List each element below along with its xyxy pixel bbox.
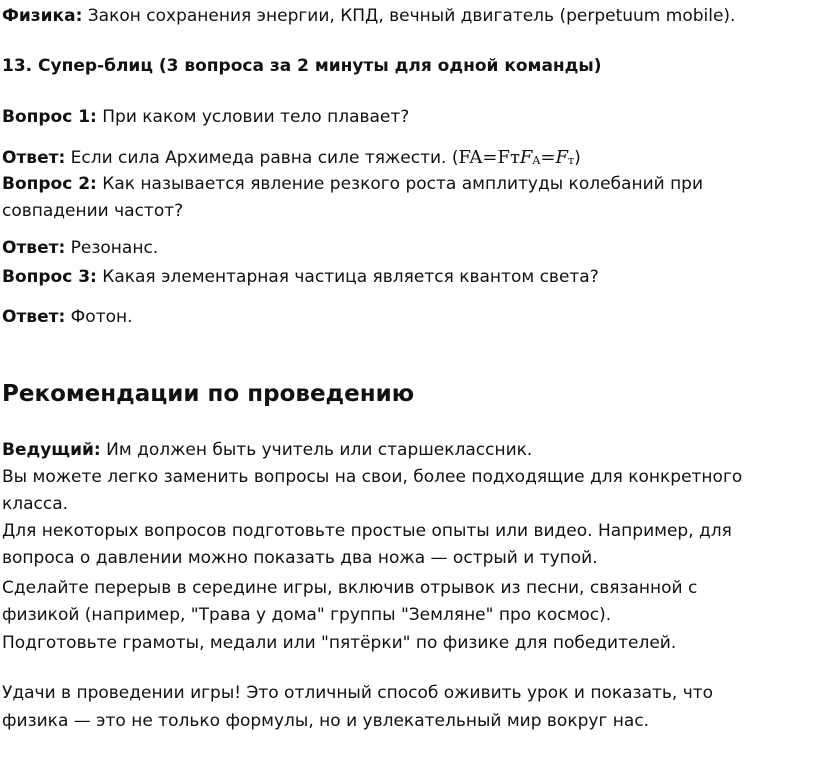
physics-label: Физика: — [2, 6, 83, 26]
question-1-label: Вопрос 1: — [2, 107, 97, 127]
formula-plain: FA=Fт — [458, 147, 520, 168]
formula-sub-t: т — [567, 154, 575, 167]
host-text: Им должен быть учитель или старшеклассник. — [100, 440, 533, 460]
recommendation-1-line2: класса. — [2, 494, 69, 514]
formula-f1: F — [519, 147, 533, 168]
answer-3-label: Ответ: — [2, 307, 66, 327]
physics-text: Закон сохранения энергии, КПД, вечный двигатель (perpetuum mobile). — [82, 6, 736, 26]
recommendation-2-line1: Для некоторых вопросов подготовьте простые опыты или видео. Например, для — [2, 521, 732, 541]
host-line — [2, 437, 532, 463]
question-3 — [2, 264, 599, 290]
formula-sub-a: A — [532, 154, 541, 167]
closing-line2: физика — это не только формулы, но и увлекательный мир вокруг нас. — [2, 711, 650, 731]
answer-2-label: Ответ: — [2, 238, 66, 258]
recommendation-4-line1: Подготовьте грамоты, медали или "пятёрки" по физике для победителей. — [2, 633, 677, 653]
answer-3-text: Фотон. — [65, 307, 133, 327]
recommendation-3-line1: Сделайте перерыв в середине игры, включив отрывок из песни, связанной с — [2, 578, 698, 598]
answer-2-text: Резонанс. — [65, 238, 159, 258]
question-2 — [2, 171, 703, 197]
answer-1-close: ) — [574, 148, 581, 168]
question-1 — [2, 104, 409, 130]
question-1-text: При каком условии тело плавает? — [96, 107, 410, 127]
archimedes-formula — [458, 147, 574, 168]
recommendation-2-line2: вопроса о давлении можно показать два ножа — острый и тупой. — [2, 548, 598, 568]
answer-2 — [2, 235, 158, 261]
recommendation-3-line2: физикой (например, "Трава у дома" группы "Земляне" про космос). — [2, 605, 612, 625]
formula-eq: = — [540, 147, 556, 168]
recommendation-1-line1: Вы можете легко заменить вопросы на свои, более подходящие для конкретного — [2, 467, 743, 487]
question-3-label: Вопрос 3: — [2, 267, 97, 287]
host-label: Ведущий: — [2, 440, 101, 460]
answer-1-label: Ответ: — [2, 148, 66, 168]
answer-1-text: Если сила Архимеда равна силе тяжести. ( — [65, 148, 459, 168]
question-2-line2: совпадении частот? — [2, 201, 184, 221]
closing-line1: Удачи в проведении игры! Это отличный способ оживить урок и показать, что — [2, 683, 714, 703]
formula-f2: F — [555, 147, 568, 168]
question-2-label: Вопрос 2: — [2, 174, 97, 194]
question-2-text-line1: Как называется явление резкого роста амплитуды колебаний при — [96, 174, 704, 194]
round-title: 13. Супер-блиц (3 вопроса за 2 минуты для одной команды) — [2, 56, 602, 76]
physics-topic-line — [2, 3, 735, 29]
recommendations-heading: Рекомендации по проведению — [2, 381, 415, 407]
answer-1 — [2, 145, 581, 174]
answer-3 — [2, 304, 133, 330]
question-3-text: Какая элементарная частица является квантом света? — [96, 267, 599, 287]
